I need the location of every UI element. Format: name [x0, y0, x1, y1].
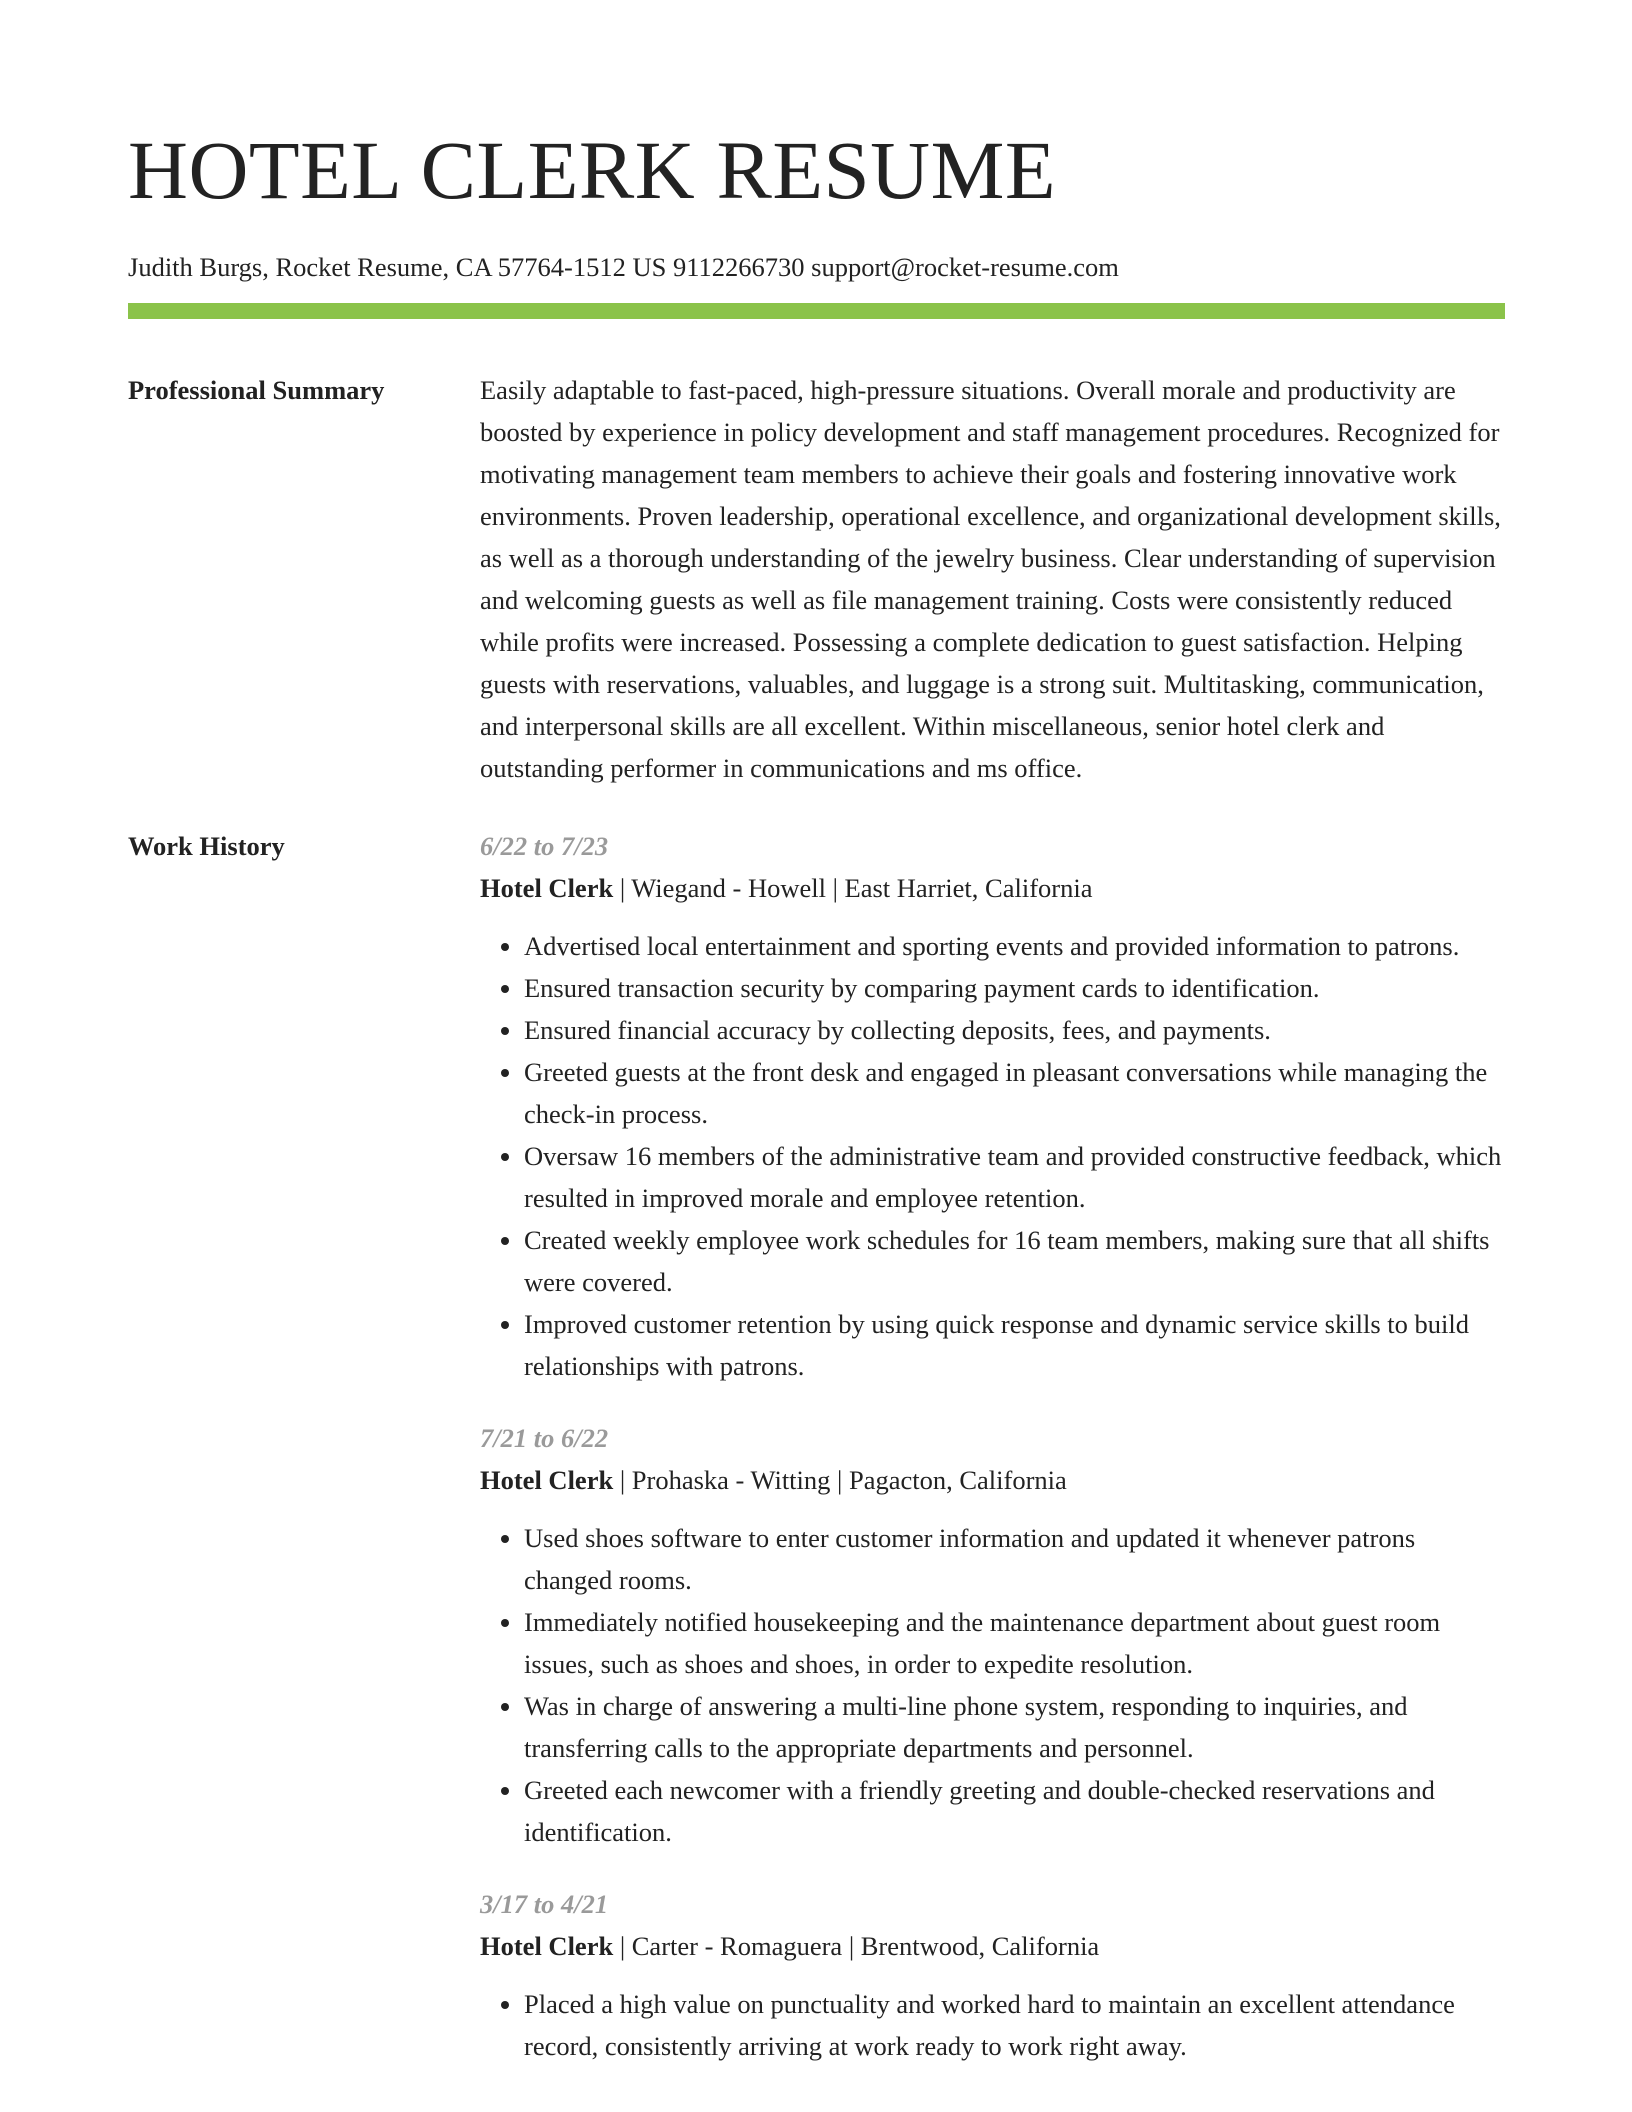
job-heading [480, 1925, 1505, 1967]
summary-heading: Professional Summary [128, 375, 385, 405]
job-bullet: • Used shoes software to enter customer information and updated it whenever patrons changed rooms. [524, 1517, 1505, 1601]
contact-line: Judith Burgs, Rocket Resume, CA 57764-1512 US 9112266730 support@rocket-resume.com [128, 252, 1119, 282]
job-details: | Prohaska - Witting | Pagacton, California [613, 1465, 1067, 1495]
job-bullets [480, 1983, 1505, 2067]
summary-section [128, 369, 1505, 789]
summary-text: Easily adaptable to fast-paced, high-pressure situations. Overall morale and productivity are boosted by experience in policy development and staff management procedures. Recognized for motivating management team members to achieve their goals and fostering innovative work environments. Proven leadership, operational excellence, and organizational development skills, as well as a thorough understanding of the jewelry business. Clear understanding of supervision and welcoming guests as well as file management training. Costs were consistently reduced while profits were increased. Possessing a complete dedication to guest satisfaction. Helping guests with reservations, valuables, and luggage is a strong suit. Multitasking, communication, and interpersonal skills are all excellent. Within miscellaneous, senior hotel clerk and outstanding performer in communications and ms office. [480, 375, 1501, 783]
job-details: | Wiegand - Howell | East Harriet, California [613, 873, 1093, 903]
accent-divider [128, 303, 1505, 319]
job-details: | Carter - Romaguera | Brentwood, California [613, 1931, 1100, 1961]
job-bullet: • Ensured financial accuracy by collecting deposits, fees, and payments. [524, 1009, 1505, 1051]
job-entry [480, 1883, 1505, 2067]
job-title: Hotel Clerk [480, 1465, 614, 1495]
work-history-section [128, 825, 1505, 2067]
resume-title: HOTEL CLERK RESUME [128, 124, 1057, 216]
work-history-heading: Work History [128, 831, 285, 861]
job-dates: 6/22 to 7/23 [480, 831, 609, 861]
job-bullet: • Was in charge of answering a multi-line phone system, responding to inquiries, and transferring calls to the appropriate departments and personnel. [524, 1685, 1505, 1769]
job-bullet: • Advertised local entertainment and sporting events and provided information to patrons. [524, 925, 1505, 967]
job-heading [480, 867, 1505, 909]
job-entry [480, 825, 1505, 1387]
job-title: Hotel Clerk [480, 1931, 614, 1961]
job-bullet: • Placed a high value on punctuality and worked hard to maintain an excellent attendance record, consistently arriving at work ready to work right away. [524, 1983, 1505, 2067]
job-heading [480, 1459, 1505, 1501]
work-history-body [480, 825, 1505, 2067]
job-bullets [480, 1517, 1505, 1853]
job-bullet: • Oversaw 16 members of the administrative team and provided constructive feedback, which resulted in improved morale and employee retention. [524, 1135, 1505, 1219]
job-bullet: • Greeted each newcomer with a friendly greeting and double-checked reservations and identification. [524, 1769, 1505, 1853]
job-bullet: • Improved customer retention by using quick response and dynamic service skills to build relationships with patrons. [524, 1303, 1505, 1387]
job-title: Hotel Clerk [480, 873, 614, 903]
job-dates: 7/21 to 6/22 [480, 1423, 609, 1453]
job-bullet: • Ensured transaction security by comparing payment cards to identification. [524, 967, 1505, 1009]
summary-body [480, 369, 1505, 789]
job-dates: 3/17 to 4/21 [480, 1889, 609, 1919]
job-bullet: • Created weekly employee work schedules for 16 team members, making sure that all shifts were covered. [524, 1219, 1505, 1303]
job-entry [480, 1417, 1505, 1853]
job-bullets [480, 925, 1505, 1387]
job-bullet: • Immediately notified housekeeping and the maintenance department about guest room issues, such as shoes and shoes, in order to expedite resolution. [524, 1601, 1505, 1685]
job-bullet: • Greeted guests at the front desk and engaged in pleasant conversations while managing the check-in process. [524, 1051, 1505, 1135]
resume-page [128, 0, 1505, 2067]
